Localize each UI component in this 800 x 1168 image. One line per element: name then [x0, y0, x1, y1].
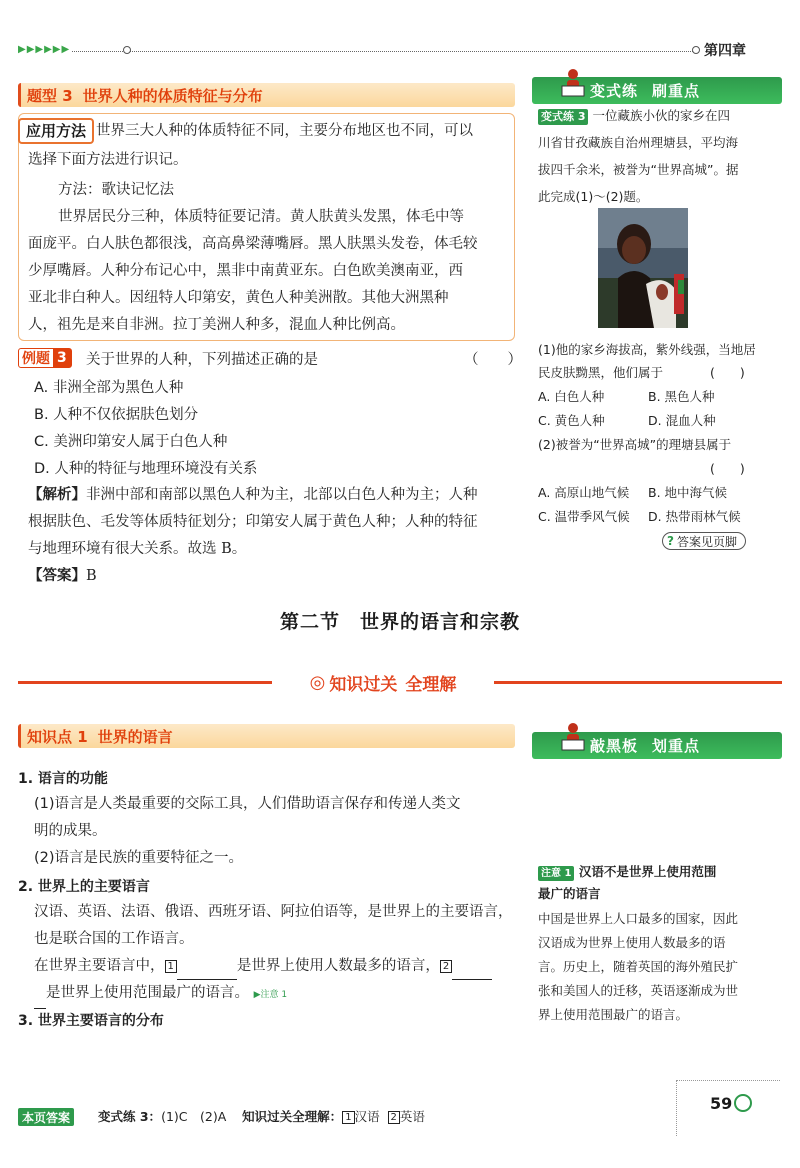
rhyme-line-1: 世界居民分三种，体质特征要记清。黄人肤黄头发黑，体毛中等 [58, 209, 464, 225]
note-tag: 注意 1 [538, 866, 574, 881]
practice-banner-a: 变式练 [590, 82, 639, 100]
blank-2-cont [34, 993, 46, 1009]
method-tag: 应用方法 [18, 118, 94, 144]
footer-kp-answer-1: 汉语 [354, 1109, 380, 1124]
kp-line-left [18, 681, 272, 684]
example-option-c: C. 美洲印第安人属于白色人种 [34, 434, 228, 450]
kp1-p4-b: 是世界上使用人数最多的语言， [236, 958, 440, 974]
analysis-line-1 [28, 482, 478, 509]
q1-option-a: A. 白色人种 [538, 389, 605, 404]
note-body-5: 界上使用范围最广的语言。 [538, 1007, 689, 1022]
example-question: 关于世界的人种，下列描述正确的是 [86, 352, 318, 368]
analysis-text-1: 非洲中部和南部以黑色人种为主，北部以白色人种为主；人种 [86, 487, 478, 503]
footer-answers-tag: 本页答案 [18, 1108, 74, 1126]
note-title-text-1: 汉语不是世界上使用范围 [578, 864, 717, 879]
blackboard-banner-a: 敲黑板 [590, 737, 639, 755]
kp1-heading [18, 724, 515, 748]
chapter-label: 第四章 [704, 43, 746, 59]
practice-intro-3: 拔四千余米，被誉为“世界高城”。据 [538, 162, 739, 177]
answer-line [28, 563, 97, 590]
kp1-p1-line1: (1)语言是人类最重要的交际工具，人们借助语言保存和传递人类文 [34, 796, 461, 812]
method-intro-line-1: 世界三大人种的体质特征不同，主要分布地区也不同，可以 [96, 123, 473, 139]
section-title: 第二节 世界的语言和宗教 [279, 611, 520, 633]
method-name: 方法：歌诀记忆法 [58, 182, 174, 198]
practice-q1-line1: (1)他的家乡海拔高，紫外线强，当地居 [538, 342, 756, 357]
practice-banner-b: 刷重点 [652, 82, 701, 100]
kp-label-a: 知识过关 [329, 674, 398, 695]
type3-heading-num: 题型 3 [27, 86, 73, 105]
analysis-label: 【解析】 [28, 487, 86, 503]
tibetan-man-photo [598, 208, 688, 328]
example-option-b: B. 人种不仅依据肤色划分 [34, 407, 199, 423]
kp1-heading-num: 知识点 1 [27, 727, 88, 746]
type3-heading-title: 世界人种的体质特征与分布 [82, 86, 263, 105]
rhyme-line-2: 面庞平。白人肤色都很浅，高高鼻梁薄嘴唇。黑人肤黑头发卷，体毛较 [28, 236, 478, 252]
blank-1-number: 1 [165, 960, 177, 973]
blank-2-number: 2 [440, 960, 452, 973]
header-circle-right [692, 46, 700, 54]
q2-option-c: C. 温带季风气候 [538, 509, 630, 524]
header-arrows: ▶▶▶▶▶▶ [18, 44, 71, 55]
practice-q1-paren: ( ) [710, 365, 745, 380]
kp1-p4-a: 在世界主要语言中， [34, 958, 165, 974]
kp-label-b: 全理解 [405, 674, 457, 695]
q2-option-a: A. 高原山地气候 [538, 485, 630, 500]
page-circle-icon [734, 1094, 752, 1112]
kp-line-right [494, 681, 782, 684]
kp1-p3-line2: 也是联合国的工作语言。 [34, 931, 194, 947]
practice-intro-4: 此完成(1)～(2)题。 [538, 189, 649, 204]
practice-intro-1 [538, 102, 730, 129]
rhyme-line-4: 亚北非白种人。因纽特人印第安，黄色人种美洲散。其他大洲黑种 [28, 290, 449, 306]
note-title-2: 最广的语言 [538, 886, 601, 901]
answer-label: 【答案】 [28, 568, 86, 584]
practice-intro-text-1: 一位藏族小伙的家乡在四 [592, 108, 730, 123]
reader-icon-2 [558, 722, 588, 754]
footer-answers [98, 1108, 425, 1126]
q1-option-b: B. 黑色人种 [648, 389, 715, 404]
kp1-h3: 3. 世界主要语言的分布 [18, 1013, 164, 1029]
footer-kp-answer-2: 英语 [399, 1109, 425, 1124]
kp1-p3-line1: 汉语、英语、法语、俄语、西班牙语、阿拉伯语等，是世界上的主要语言， [34, 904, 513, 920]
page-number: 59 [710, 1094, 733, 1113]
example-option-d: D. 人种的特征与地理环境没有关系 [34, 461, 258, 477]
note-body-2: 汉语成为世界上使用人数最多的语 [538, 935, 726, 950]
type3-heading [18, 83, 515, 107]
kp1-p2: (2)语言是民族的重要特征之一。 [34, 850, 244, 866]
answer-value: B [86, 568, 97, 584]
kp1-p1-line2: 明的成果。 [34, 823, 107, 839]
rhyme-line-3: 少厚嘴唇。人种分布记心中，黑非中南黄亚东。白色欧美澳南亚，西 [28, 263, 463, 279]
q1-option-d: D. 混血人种 [648, 413, 716, 428]
rhyme-line-5: 人，祖先是来自非洲。拉丁美洲人种多，混血人种比例高。 [28, 317, 405, 333]
bulb-icon: ? [667, 534, 674, 548]
blackboard-banner-b: 划重点 [652, 737, 701, 755]
answer-footer-link[interactable] [662, 532, 746, 550]
knowledge-pass-banner [272, 666, 494, 698]
q2-option-b: B. 地中海气候 [648, 485, 728, 500]
example-paren: （ ） [464, 352, 522, 368]
practice-q2: (2)被誉为“世界高城”的理塘县属于 [538, 437, 732, 452]
kp1-p4-line2 [34, 980, 287, 1009]
kp1-p4-c: 是世界上使用范围最广的语言。 [46, 985, 249, 1001]
footer-practice-label: 变式练 3： [98, 1109, 162, 1124]
example-option-a: A. 非洲全部为黑色人种 [34, 380, 184, 396]
note-1-link[interactable]: ▶注意 1 [253, 990, 288, 1000]
example-tag-label: 例题 [22, 351, 50, 367]
kp1-h2: 2. 世界上的主要语言 [18, 879, 150, 895]
answer-pill-label: 答案见页脚 [676, 534, 737, 549]
footer-kp-num-2: 2 [388, 1111, 400, 1124]
practice-intro-2: 川省甘孜藏族自治州理塘县，平均海 [538, 135, 739, 150]
reader-icon [558, 68, 588, 100]
kp1-h1: 1. 语言的功能 [18, 771, 108, 787]
header-circle-left [123, 46, 131, 54]
footer-kp-label: 知识过关全理解： [242, 1109, 343, 1124]
note-body-4: 张和美国人的迁移，英语逐渐成为世 [538, 983, 739, 998]
kp1-heading-title: 世界的语言 [97, 727, 173, 746]
note-body-1: 中国是世界上人口最多的国家，因此 [538, 911, 739, 926]
blank-1[interactable] [177, 964, 237, 980]
kp1-p4-line1 [34, 953, 492, 980]
blank-2[interactable] [452, 964, 492, 980]
note-body-3: 言。历史上，随着英国的海外殖民扩 [538, 959, 739, 974]
q2-option-d: D. 热带雨林气候 [648, 509, 741, 524]
footer-practice-answer: (1)C (2)A [161, 1109, 227, 1124]
swirl-icon: ◎ [309, 671, 326, 693]
q1-option-c: C. 黄色人种 [538, 413, 605, 428]
example-tag-num: 3 [53, 349, 71, 367]
example-tag [18, 348, 72, 368]
method-intro-line-2: 选择下面方法进行识记。 [28, 152, 188, 168]
footer-kp-num-1: 1 [342, 1111, 354, 1124]
practice-q1-line2: 民皮肤黝黑，他们属于 [538, 365, 664, 380]
practice-tag: 变式练 3 [538, 109, 588, 125]
header-rule [72, 51, 697, 52]
analysis-line-3: 与地理环境有很大关系。故选 B。 [28, 541, 247, 557]
practice-q2-paren: ( ) [710, 461, 745, 476]
analysis-line-2: 根据肤色、毛发等体质特征划分；印第安人属于黄色人种；人种的特征 [28, 514, 478, 530]
